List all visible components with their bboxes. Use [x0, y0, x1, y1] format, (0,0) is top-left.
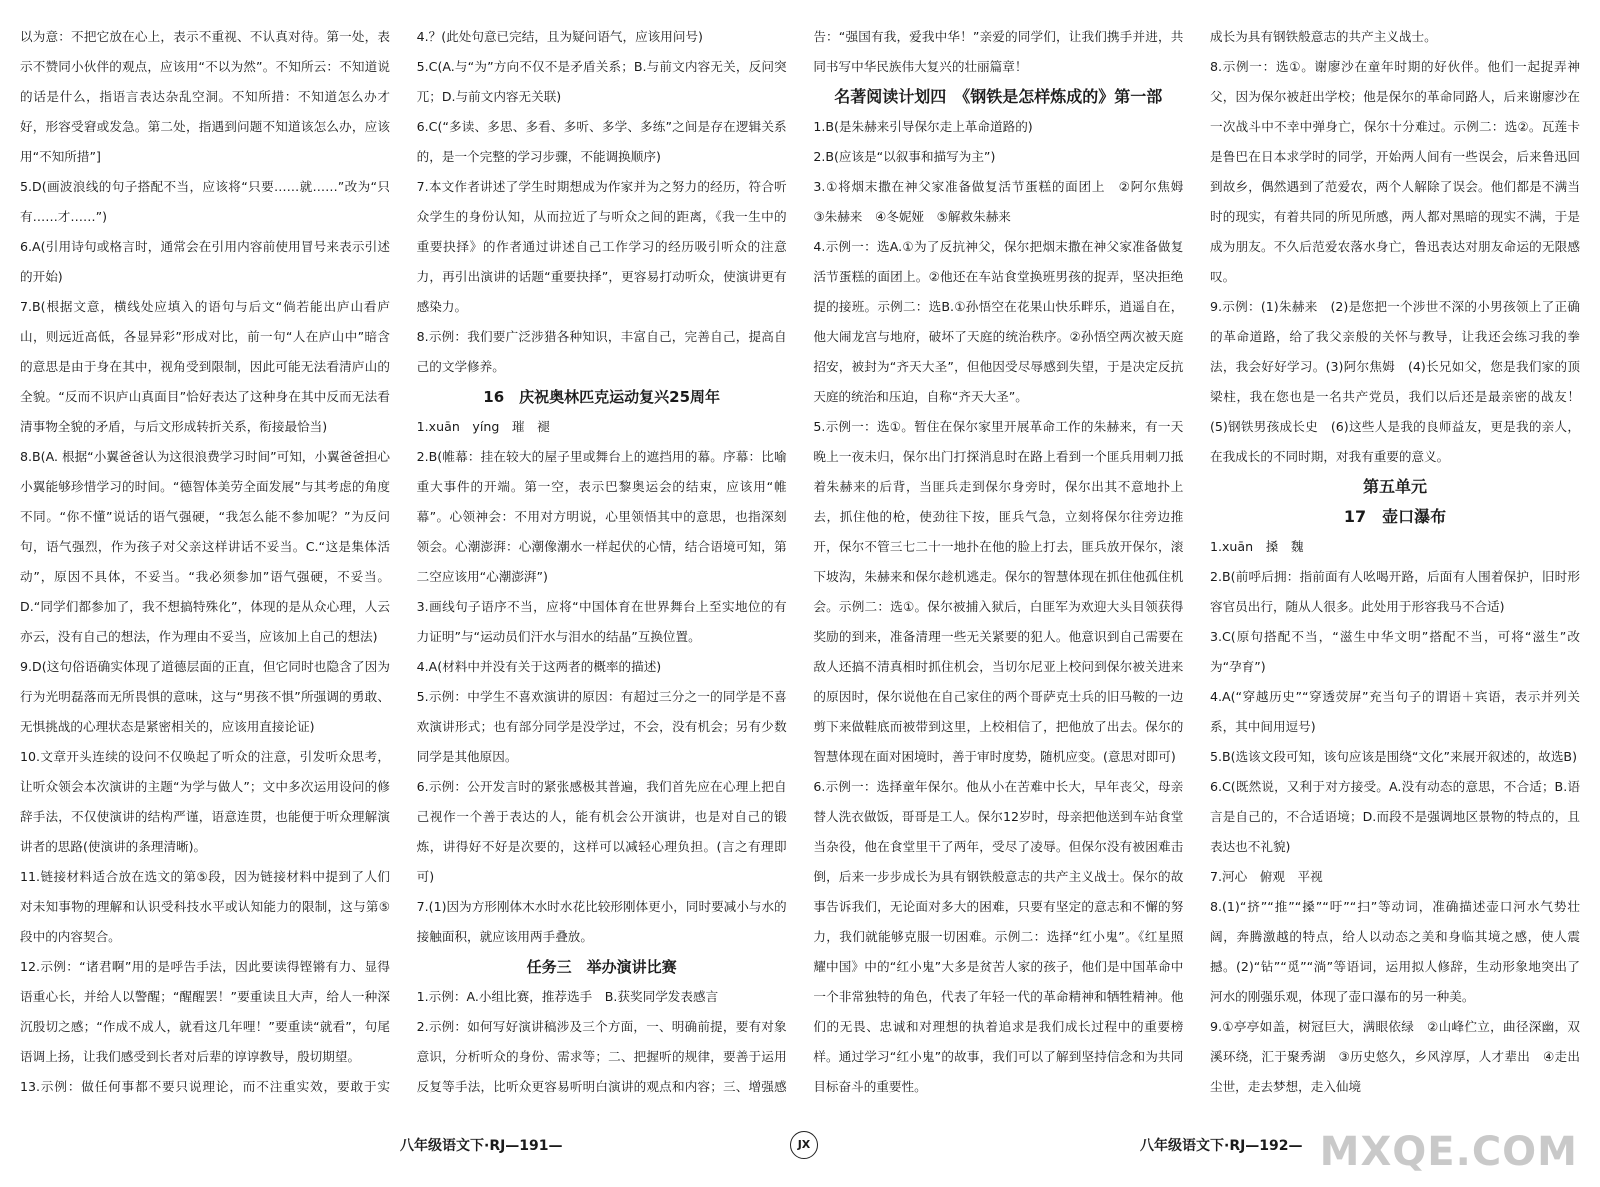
answer-item: 7.B(根据文意，横线处应填入的语句与后文“倘若能出庐山看庐山，则远近高低，各显异彩”形成对比，前一句“人在庐山中”暗含的意思是由于身在其中，视角受到限制，因此可能无法看清庐山的全貌。“反而不识庐山真面目”恰好表达了这种身在其中反而无法看清事物全貌的矛盾，与后文形成转折关系，衔接最恰当) — [20, 299, 390, 434]
answer-item: 6.A(引用诗句或格言时，通常会在引用内容前使用冒号来表示引述的开始) — [20, 239, 390, 284]
column-3 — [813, 22, 1183, 1107]
column-2 — [417, 22, 787, 1107]
answer-item: 9.①亭亭如盖，树冠巨大，满眼依绿 ②山峰伫立，曲径深幽，双溪环绕，汇于聚秀湖 ③历史悠久，乡风淳厚，人才辈出 ④走出尘世，走去梦想，走入仙境 — [1209, 1019, 1580, 1094]
answer-item: 3.画线句子语序不当，应将“中国体育在世界舞台上至实地位的有力证明”与“运动员们汗水与泪水的结晶”互换位置。 — [416, 599, 787, 644]
watermark-logo: MXQE.COM — [1319, 1129, 1578, 1175]
column-4 — [1210, 22, 1580, 1107]
answer-item: 7.本文作者讲述了学生时期想成为作家并为之努力的经历，符合听众学生的身份认知，从而拉近了与听众之间的距离，《我一生中的重要抉择》的作者通过讲述自己工作学习的经历吸引听众的注意力，再引出演讲的话题“重要抉择”，更容易打动听众，使演讲更有感染力。 — [416, 179, 787, 314]
answer-item: 1.xuān yíng 璀 褪 — [416, 419, 550, 434]
section-heading: 16 庆祝奥林匹克运动复兴25周年 — [483, 388, 721, 406]
footer-publisher-mark: JX — [790, 1131, 818, 1159]
answer-item: 5.示例一：选①。暂住在保尔家里开展革命工作的朱赫来，有一天晚上一夜未归，保尔出门打探消息时在路上看到一个匪兵用刺刀抵着朱赫来的后背，当匪兵走到保尔身旁时，保尔出其不意地扑上去，抓住他的枪，使劲往下按，匪兵气急，立刻将保尔往旁边推开，保尔不管三七二十一地扑在他的脸上打去，匪兵放开保尔，滚下坡沟，朱赫来和保尔趁机逃走。保尔的智慧体现在抓住他孤住机会。示例二：选①。保尔被捕入狱后，白匪军为欢迎大头目领获得奖励的到来，准备清理一些无关紧要的犯人。他意识到自己需要在敌人还搞不清真相时抓住机会，当切尔尼亚上校问到保尔被关进来的原因时，保尔说他在自己家住的两个哥萨克士兵的旧马鞍的一边剪下来做鞋底而被带到这里，上校相信了，把他放了出去。保尔的智慧体现在面对困境时，善于审时度势，随机应变。(意思对即可) — [813, 419, 1184, 764]
answer-item: 8.B(A. 根据“小翼爸爸认为这很浪费学习时间”可知，小翼爸爸担心小翼能够珍惜学习的时间。“德智体美劳全面发展”与其考虑的角度不同。“你不懂”说话的语气强硬，“我怎么能不参加呢？”为反问句，语气强烈，作为孩子对父亲这样讲话不妥当。C.“这是集体活动”，原因不具体，不妥当。“我必须参加”语气强硬，不妥当。D.“同学们都参加了，我不想搞特殊化”，体现的是从众心理，人云亦云，没有自己的想法，作为理由不妥当，应该加上自己的想法) — [20, 449, 390, 644]
answer-item: 9.D(这句俗语确实体现了道德层面的正直，但它同时也隐含了因为行为光明磊落而无所畏惧的意味，这与“男孩不惧”所强调的勇敢、无惧挑战的心理状态是紧密相关的，应该用直接论证) — [20, 659, 390, 734]
answer-item: 1.B(是朱赫来引导保尔走上革命道路的) — [813, 119, 1033, 134]
answer-item: 1.xuān 搡 魏 — [1209, 539, 1304, 554]
answer-item: 8.示例一：选①。谢廖沙在童年时期的好伙伴。他们一起捉弄神父，因为保尔被赶出学校；他是保尔的革命同路人，后来谢廖沙在一次战斗中不幸中弹身亡，保尔十分难过。示例二：选②。瓦莲卡是鲁巴在日本求学时的同学，开始两人间有一些误会，后来鲁迅回到故乡，偶然遇到了范爱农，两个人解除了误会。他们都是不满当时的现实，有着共同的所见所感，两人都对黑暗的现实不满，于是成为朋友。不久后范爱农落水身亡，鲁迅表达对朋友命运的无限感叹。 — [1209, 59, 1580, 284]
answer-item: 成长为具有钢铁般意志的共产主义战士。 — [1209, 29, 1437, 44]
section-heading: 名著阅读计划四 《钢铁是怎样炼成的》第一部 — [834, 87, 1163, 106]
answer-item: 13.示例：做任何事都不要只说理论，而不注重实效，要敢于实 — [20, 1079, 390, 1094]
answer-item: 3.①将烟末撒在神父家准备做复活节蛋糕的面团上 ②阿尔焦姆 ③朱赫来 ④冬妮娅 ⑤解救朱赫来 — [813, 179, 1184, 224]
answer-item: 4.示例一：选A.①为了反抗神父，保尔把烟末撒在神父家准备做复活节蛋糕的面团上。②他还在车站食堂换班男孩的捉弄，坚决拒绝提的接班。示例二：选B.①孙悟空在花果山快乐畔乐，逍遥自在，他大闹龙宫与地府，破坏了天庭的统治秩序。②孙悟空两次被天庭招安，被封为“齐天大圣”，但他因受尽辱感到失望，于是决定反抗天庭的统治和压迫，自称“齐天大圣”。 — [813, 239, 1184, 404]
answer-item: 6.示例：公开发言时的紧张感极其普遍，我们首先应在心理上把自己视作一个善于表达的人，能有机会公开演讲，也是对自己的锻炼，讲得好不好是次要的，这样可以减轻心理负担。(言之有理即可) — [416, 779, 787, 884]
section-heading: 17 壶口瀑布 — [1343, 507, 1447, 526]
answer-item: 5.C(A.与“为”方向不仅不是矛盾关系；B.与前文内容无关，反问突兀；D.与前文内容无关联) — [416, 59, 787, 104]
answer-item: 6.C(“多读、多思、多看、多听、多学、多练”之间是存在逻辑关系的，是一个完整的学习步骤，不能调换顺序) — [416, 119, 787, 164]
answer-item: 4.A(“穿越历史”“穿透荧屏”充当句子的谓语＋宾语，表示并列关系，其中间用逗号) — [1209, 689, 1580, 734]
answer-item: 9.示例：(1)朱赫来 (2)是您把一个涉世不深的小男孩领上了正确的革命道路，给了我父亲般的关怀与教导，让我还会练习我的拳法，我会好好学习。(3)阿尔焦姆 (4)长兄如父，您是我们家的顶梁柱，我在您也是一名共产党员，我们以后还是最亲密的战友！(5)钢铁男孩成长史 (6)这些人是我的良师益友，更是我的亲人，在我成长的不同时期，对我有重要的意义。 — [1209, 299, 1580, 464]
column-1 — [20, 22, 390, 1107]
answer-item: 8.示例：我们要广泛涉猎各种知识，丰富自己，完善自己，提高自己的文学修养。 — [416, 329, 787, 374]
answer-item: 1.示例：A.小组比赛，推荐选手 B.获奖同学发表感言 — [416, 989, 719, 1004]
answer-item: 以为意：不把它放在心上，表示不重视、不认真对待。第一处，表示不赞同小伙伴的观点，应该用“不以为然”。不知所云：不知道说的话是什么，指语言表达杂乱空洞。不知所措：不知道怎么办才好，形容受窘或发急。第二处，指遇到问题不知道该怎么办，应该用“不知所措”] — [20, 29, 390, 164]
answer-item: 3.C(原句搭配不当，“滋生中华文明”搭配不当，可将“滋生”改为“孕育”) — [1209, 629, 1580, 674]
answer-item: 5.示例：中学生不喜欢演讲的原因：有超过三分之一的同学是不喜欢演讲形式；也有部分同学是没学过，不会，没有机会；另有少数同学是其他原因。 — [416, 689, 787, 764]
answer-item: 4.A(材料中并没有关于这两者的概率的描述) — [416, 659, 662, 674]
answer-item: 8.(1)“挤”“推”“搡”“吁”“扫”等动词，准确描述壶口河水气势壮阔，奔腾激越的特点，给人以动态之美和身临其境之感，使人震撼。(2)“钻”“觅”“淌”等语词，运用拟人修辞，生动形象地突出了河水的刚强乐观，体现了壶口瀑布的另一种美。 — [1209, 899, 1580, 1004]
answer-item: 7.(1)因为方形刚体木水时水花比较形刚体更小，同时要减小与水的接触面积，就应该用两手叠放。 — [416, 899, 787, 944]
footer-page-left: 八年级语文下·RJ—191— — [400, 1138, 563, 1154]
answer-item: 7.河心 俯观 平视 — [1209, 869, 1323, 884]
answer-item: 2.示例：如何写好演讲稿涉及三个方面，一、明确前提，要有对象意识，分析听众的身份、需求等；二、把握听的规律，要善于运用反复等手法，比听众更容易听明白演讲的观点和内容；三、增强感 — [416, 1019, 787, 1094]
answer-item: 12.示例：“诸君啊”用的是呼告手法，因此要读得铿锵有力、显得语重心长，并给人以警醒；“醒醒罢！”要重读且大声，给人一种深沉殷切之感；“作成不成人，就看这几年哩！”要重读“就看”，句尾语调上扬，让我们感受到长者对后辈的谆谆教导，殷切期望。 — [20, 959, 390, 1064]
columns-container — [20, 22, 1580, 1107]
answer-item — [1210, 1102, 1580, 1107]
answer-item: 告：“强国有我，爱我中华！”亲爱的同学们，让我们携手并进，共同书写中华民族伟大复兴的壮丽篇章！ — [813, 29, 1184, 74]
answer-item: 5.D(画波浪线的句子搭配不当，应该将“只要……就……”改为“只有……才……”) — [20, 179, 390, 224]
answer-item: 2.B(前呼后拥：指前面有人吆喝开路，后面有人围着保护，旧时形容官员出行，随从人很多。此处用于形容我马不合适) — [1209, 569, 1580, 614]
footer-page-right: 八年级语文下·RJ—192— — [1140, 1138, 1303, 1154]
section-heading: 任务三 举办演讲比赛 — [526, 958, 677, 976]
answer-item — [813, 1102, 1183, 1107]
answer-item: 4.？(此处句意已完结，且为疑问语气，应该用问号) — [416, 29, 703, 44]
section-heading: 第五单元 — [1362, 477, 1427, 496]
answer-item: 5.B(选该文段可知，该句应该是围绕“文化”来展开叙述的，故选B) — [1209, 749, 1577, 764]
answer-item: 11.链接材料适合放在选文的第⑤段，因为链接材料中提到了人们对未知事物的理解和认识受科技水平或认知能力的限制，这与第⑤段中的内容契合。 — [20, 869, 390, 944]
answer-item: 2.B(应该是“以叙事和描写为主”) — [813, 149, 996, 164]
answer-item: 6.示例一：选择童年保尔。他从小在苦难中长大，早年丧父，母亲替人洗衣做饭，哥哥是工人。保尔12岁时，母亲把他送到车站食堂当杂役，他在食堂里干了两年，受尽了凌辱。但保尔没有被困难击倒，后来一步步成长为具有钢铁般意志的共产主义战士。保尔的故事告诉我们，无论面对多大的困难，只要有坚定的意志和不懈的努力，我们就能够克服一切困难。示例二：选择“红小鬼”。《红星照耀中国》中的“红小鬼”大多是贫苦人家的孩子，他们是中国革命中一个非常独特的角色，代表了年轻一代的革命精神和牺牲精神。他们的无畏、忠诚和对理想的执着追求是我们成长过程中的重要榜样。通过学习“红小鬼”的故事，我们可以了解到坚持信念和为共同目标奋斗的重要性。 — [813, 779, 1184, 1094]
answer-item: 2.B(帷幕：挂在较大的屋子里或舞台上的遮挡用的幕。序幕：比喻重大事件的开端。第一空，表示巴黎奥运会的结束，应该用“帷幕”。心领神会：不用对方明说，心里领悟其中的意思，也指深刻领会。心潮澎湃：心潮像潮水一样起伏的心情，结合语境可知，第二空应该用“心潮澎湃”) — [416, 449, 787, 584]
answer-item: 10.文章开头连续的设问不仅唤起了听众的注意，引发听众思考，让听众领会本次演讲的主题“为学与做人”；文中多次运用设问的修辞手法，不仅使演讲的结构严谨，语意连贯，也能便于听众理解演讲者的思路(使演讲的条理清晰)。 — [20, 749, 390, 854]
answer-item: 6.C(既然说，又利于对方接受。A.没有动态的意思，不合适；B.语言是自己的，不合适语境；D.而段不是强调地区景物的特点的，且表达也不礼貌) — [1209, 779, 1580, 854]
